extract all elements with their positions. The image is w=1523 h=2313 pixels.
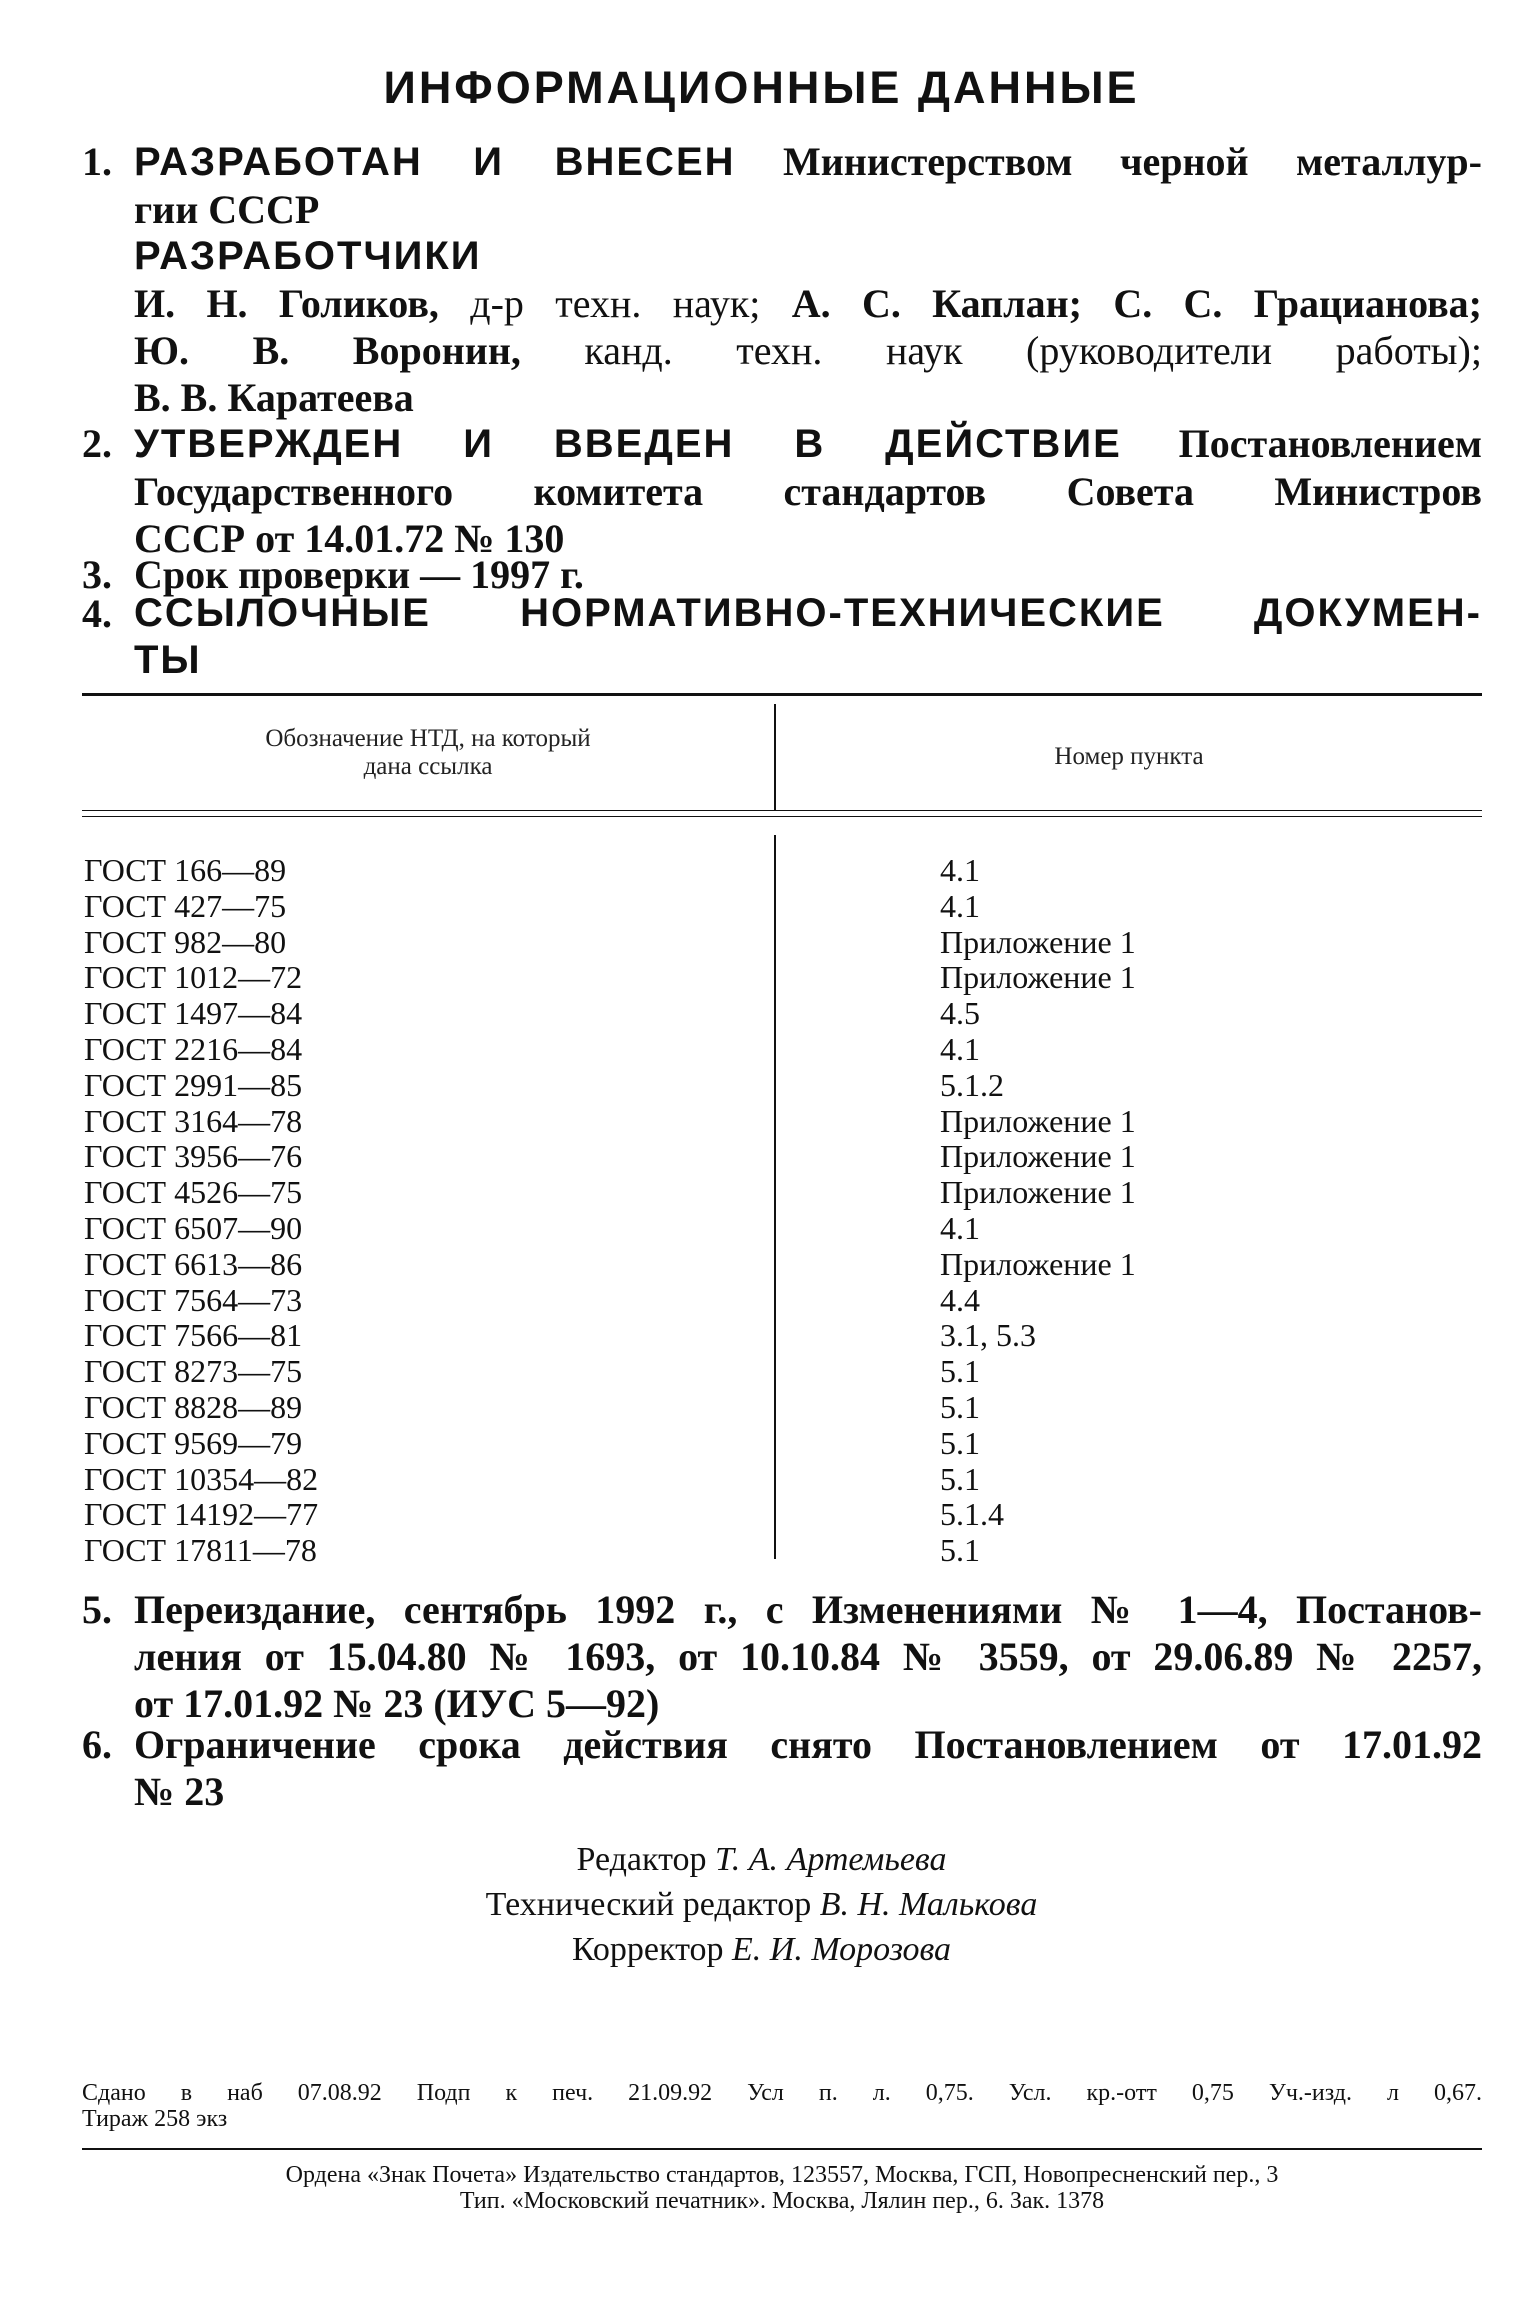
table-cell-designation: ГОСТ 7564—73	[84, 1281, 303, 1318]
table-header-rule-2	[82, 816, 1482, 817]
table-cell-designation: ГОСТ 7566—81	[84, 1317, 303, 1354]
table-cell-designation: ГОСТ 6507—90	[84, 1209, 303, 1246]
table-cell-item-number: 4.4	[940, 1281, 980, 1318]
table-cell-item-number: Приложение 1	[940, 1245, 1136, 1282]
section-2-text-2: Государственного комитета стандартов Совета Министров	[134, 469, 1482, 514]
table-row	[84, 1032, 1484, 1068]
section-4-caps-1: ССЫЛОЧНЫЕ НОРМАТИВНО-ТЕХНИЧЕСКИЕ ДОКУМЕН-	[134, 591, 1482, 635]
table-row	[84, 853, 1484, 889]
table-cell-designation: ГОСТ 166—89	[84, 852, 287, 888]
developer-1-degree: д-р техн. наук;	[438, 281, 792, 326]
developer-4-name: В. В. Каратеева	[134, 375, 414, 420]
table-cell-item-number: 4.1	[940, 1209, 980, 1246]
table-cell-designation: ГОСТ 982—80	[84, 923, 287, 960]
publisher-block	[82, 2162, 1482, 2214]
table-header-designation	[82, 725, 774, 781]
table-row	[84, 1139, 1484, 1175]
credit-tech-editor-label: Технический редактор	[485, 1886, 820, 1923]
table-row	[84, 1283, 1484, 1319]
section-5-line-1: Переиздание, сентябрь 1992 г., с Изменениями № 1—4, Постанов-	[134, 1587, 1482, 1632]
table-cell-item-number: Приложение 1	[940, 1174, 1136, 1211]
table-header-designation-line-1: Обозначение НТД, на который	[265, 725, 591, 752]
credit-tech-editor	[0, 1882, 1523, 1927]
table-row	[84, 1354, 1484, 1390]
table-cell-designation: ГОСТ 3956—76	[84, 1138, 303, 1175]
section-2	[82, 420, 1482, 562]
table-cell-item-number: Приложение 1	[940, 923, 1136, 960]
developers-line-2	[134, 327, 1482, 374]
imprint-line-2: Тираж 258 экз	[82, 2106, 228, 2132]
section-4	[82, 590, 1482, 684]
table-cell-designation: ГОСТ 6613—86	[84, 1245, 303, 1282]
table-row	[84, 1211, 1484, 1247]
developers-title: РАЗРАБОТЧИКИ	[134, 234, 482, 278]
table-cell-item-number: 4.1	[940, 1030, 980, 1067]
section-1-text-2: гии СССР	[134, 187, 320, 232]
table-cell-item-number: 5.1	[940, 1424, 980, 1461]
table-cell-item-number: 3.1, 5.3	[940, 1317, 1036, 1354]
section-6	[82, 1721, 1482, 1815]
table-cell-item-number: 5.1	[940, 1532, 980, 1569]
developers-line-1	[134, 280, 1482, 327]
table-row	[84, 1390, 1484, 1426]
section-3-text: Срок проверки — 1997 г.	[134, 552, 584, 597]
section-2-number: 2.	[82, 421, 112, 466]
developer-1-name: И. Н. Голиков,	[134, 281, 439, 326]
table-cell-designation: ГОСТ 3164—78	[84, 1102, 303, 1139]
section-5	[82, 1586, 1482, 1727]
developer-3-name: Ю. В. Воронин,	[134, 328, 521, 373]
table-cell-item-number: 4.1	[940, 887, 980, 924]
table-cell-item-number: 5.1.2	[940, 1066, 1004, 1103]
table-row	[84, 1533, 1484, 1569]
credit-corrector-label: Корректор	[571, 1931, 732, 1968]
developer-2-names: А. С. Каплан; С. С. Грацианова;	[791, 281, 1483, 326]
table-cell-designation: ГОСТ 1497—84	[84, 995, 303, 1032]
table-top-rule	[82, 693, 1482, 696]
table-cell-designation: ГОСТ 9569—79	[84, 1424, 303, 1461]
section-2-caps: УТВЕРЖДЕН И ВВЕДЕН В ДЕЙСТВИЕ	[134, 422, 1122, 466]
section-2-text-3: СССР от 14.01.72 № 130	[134, 516, 565, 561]
table-cell-item-number: 4.5	[940, 995, 980, 1032]
section-5-line-3: от 17.01.92 № 23 (ИУС 5—92)	[134, 1681, 660, 1726]
credit-editor-name: Т. А. Артемьева	[715, 1841, 947, 1878]
credit-corrector-name: Е. И. Морозова	[732, 1931, 952, 1968]
publisher-line-1: Ордена «Знак Почета» Издательство стандартов, 123557, Москва, ГСП, Новопресненский пер., 3	[285, 2162, 1279, 2188]
imprint-line-1: Сдано в наб 07.08.92 Подп к печ. 21.09.92 Усл п. л. 0,75. Усл. кр.-отт 0,75 Уч.-изд. л 0,67.	[82, 2080, 1482, 2106]
table-row	[84, 1318, 1484, 1354]
section-5-number: 5.	[82, 1587, 112, 1632]
table-cell-designation: ГОСТ 17811—78	[84, 1532, 317, 1569]
table-cell-designation: ГОСТ 427—75	[84, 887, 287, 924]
table-row	[84, 1426, 1484, 1462]
section-4-caps-2: ТЫ	[134, 638, 202, 682]
table-cell-item-number: 5.1	[940, 1388, 980, 1425]
section-1-caps: РАЗРАБОТАН И ВНЕСЕН	[134, 140, 736, 184]
table-row	[84, 889, 1484, 925]
table-header-designation-line-2: дана ссылка	[363, 753, 493, 780]
section-1-number: 1.	[82, 139, 112, 184]
section-6-line-1: Ограничение срока действия снято Постановлением от 17.01.92	[134, 1722, 1482, 1767]
credits-block	[0, 1837, 1523, 1972]
table-header-item-number: Номер пункта	[1054, 743, 1204, 770]
table-row	[84, 1104, 1484, 1140]
table-cell-item-number: Приложение 1	[940, 959, 1136, 996]
table-header-rule-1	[82, 810, 1482, 811]
table-cell-designation: ГОСТ 8273—75	[84, 1353, 303, 1390]
publisher-rule	[82, 2148, 1482, 2150]
table-cell-item-number: 5.1	[940, 1353, 980, 1390]
section-5-line-2: ления от 15.04.80 № 1693, от 10.10.84 № 3559, от 29.06.89 № 2257,	[134, 1634, 1482, 1679]
table-row	[84, 1068, 1484, 1104]
table-cell-designation: ГОСТ 10354—82	[84, 1460, 319, 1497]
credit-editor-label: Редактор	[576, 1841, 716, 1878]
table-row	[84, 1175, 1484, 1211]
table-cell-item-number: 4.1	[940, 852, 980, 888]
credit-tech-editor-name: В. Н. Малькова	[819, 1886, 1038, 1923]
table-row	[84, 1462, 1484, 1498]
section-2-line-1	[134, 420, 1482, 468]
section-6-line-2: № 23	[134, 1769, 225, 1814]
credit-corrector	[0, 1927, 1523, 1972]
section-3-number: 3.	[82, 552, 112, 597]
credit-editor	[0, 1837, 1523, 1882]
publisher-line-2: Тип. «Московский печатник». Москва, Лялин пер., 6. Зак. 1378	[459, 2188, 1105, 2214]
section-4-number: 4.	[82, 591, 112, 636]
section-1	[82, 138, 1482, 421]
table-cell-designation: ГОСТ 2991—85	[84, 1066, 303, 1103]
table-row	[84, 1247, 1484, 1283]
table-cell-designation: ГОСТ 2216—84	[84, 1030, 303, 1067]
section-1-line-1	[134, 138, 1482, 186]
table-cell-designation: ГОСТ 1012—72	[84, 959, 303, 996]
table-row	[84, 1497, 1484, 1533]
table-cell-item-number: Приложение 1	[940, 1102, 1136, 1139]
reference-table	[84, 853, 1484, 1569]
table-row	[84, 996, 1484, 1032]
table-cell-item-number: Приложение 1	[940, 1138, 1136, 1175]
table-row	[84, 925, 1484, 961]
imprint-block	[82, 2080, 1482, 2132]
section-2-text-1: Постановлением	[1121, 421, 1482, 466]
page-title: ИНФОРМАЦИОННЫЕ ДАННЫЕ	[383, 62, 1140, 113]
table-cell-item-number: 5.1.4	[940, 1496, 1004, 1533]
section-6-number: 6.	[82, 1722, 112, 1767]
table-cell-item-number: 5.1	[940, 1460, 980, 1497]
table-cell-designation: ГОСТ 14192—77	[84, 1496, 319, 1533]
section-1-text-1: Министерством черной металлур-	[735, 139, 1482, 184]
table-row	[84, 960, 1484, 996]
developer-3-degree: канд. техн. наук (руководители работы);	[520, 328, 1482, 373]
table-cell-designation: ГОСТ 8828—89	[84, 1388, 303, 1425]
table-cell-designation: ГОСТ 4526—75	[84, 1174, 303, 1211]
